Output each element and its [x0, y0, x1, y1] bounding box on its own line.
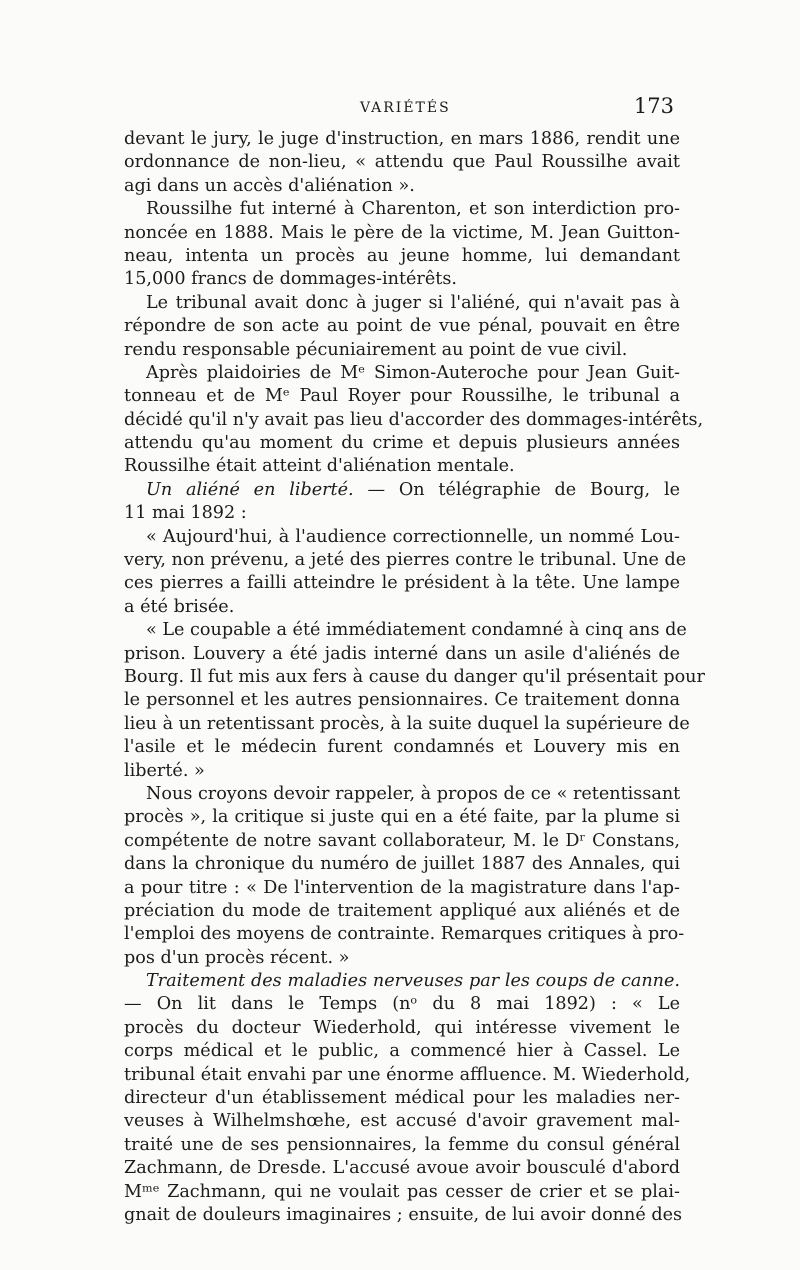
text-line — [124, 596, 680, 619]
line-text: compétente de notre savant collaborateur, M. le Dʳ Constans, — [124, 830, 680, 851]
text-line — [124, 993, 680, 1016]
text-line — [124, 1110, 680, 1133]
line-text: l'emploi des moyens de contrainte. Remarques critiques à pro- — [124, 924, 685, 945]
text-line — [124, 923, 685, 946]
text-line — [124, 292, 680, 315]
line-text: Après plaidoiries de Mᵉ Simon-Auteroche pour Jean Guit- — [146, 362, 680, 383]
line-text: décidé qu'il n'y avait pas lieu d'accorder des dommages-intérêts, — [124, 409, 704, 430]
text-line — [124, 1181, 680, 1204]
line-text: répondre de son acte au point de vue pénal, pouvait en être — [124, 316, 680, 337]
italic-heading: Un aliéné en liberté. — [146, 479, 354, 500]
text-line — [124, 877, 680, 900]
text-line — [124, 151, 680, 174]
line-text: ordonnance de non-lieu, « attendu que Paul Roussilhe avait — [124, 152, 680, 173]
text-line — [124, 198, 680, 221]
line-text: préciation du mode de traitement appliqué aux aliénés et de — [124, 900, 680, 921]
line-text: agi dans un accès d'aliénation ». — [124, 175, 415, 196]
text-line — [124, 900, 680, 923]
line-text: a pour titre : « De l'intervention de la magistrature dans l'ap- — [124, 877, 680, 898]
text-line — [124, 1087, 680, 1110]
text-line — [124, 1017, 680, 1040]
running-head: VARIÉTÉS — [360, 100, 451, 116]
text-line — [124, 572, 680, 595]
text-line — [124, 268, 680, 291]
line-text: devant le jury, le juge d'instruction, en mars 1886, rendit une — [124, 129, 680, 149]
line-text: gnait de douleurs imaginaires ; ensuite, de lui avoir donné des — [124, 1204, 683, 1225]
text-line — [124, 619, 687, 642]
text-line — [124, 175, 680, 198]
text-line — [124, 1157, 680, 1180]
line-text: 11 mai 1892 : — [124, 503, 247, 524]
line-text: veuses à Wilhelmshœhe, est accusé d'avoir gravement mal- — [124, 1111, 680, 1132]
line-text: — On télégraphie de Bourg, le — [353, 479, 680, 500]
line-text: traité une de ses pensionnaires, la femme du consul général — [124, 1134, 680, 1155]
line-text: a été brisée. — [124, 596, 235, 617]
line-text: « Aujourd'hui, à l'audience correctionnelle, un nommé Lou- — [146, 526, 680, 547]
text-line — [124, 479, 680, 502]
text-line — [124, 1064, 691, 1087]
line-text: Zachmann, de Dresde. L'accusé avoue avoir bousculé d'abord — [124, 1158, 680, 1179]
italic-heading: Traitement des maladies nerveuses par les coups de canne. — [146, 971, 680, 992]
text-line — [124, 1134, 680, 1157]
text-line — [124, 339, 680, 362]
text-line — [124, 689, 680, 712]
text-line — [124, 713, 690, 736]
line-text: procès », la critique si juste qui en a été faite, par la plume si — [124, 807, 680, 828]
text-line — [124, 736, 680, 759]
text-line — [124, 830, 680, 853]
line-text: pos d'un procès récent. » — [124, 947, 350, 968]
line-text: very, non prévenu, a jeté des pierres contre le tribunal. Une de — [124, 550, 687, 571]
line-text: tribunal était envahi par une énorme affluence. M. Wiederhold, — [124, 1064, 691, 1085]
line-text: Le tribunal avait donc à juger si l'aliéné, qui n'avait pas à — [146, 292, 680, 313]
text-line — [124, 455, 680, 478]
line-text: liberté. » — [124, 760, 205, 781]
line-text: dans la chronique du numéro de juillet 1887 des Annales, qui — [124, 854, 680, 875]
line-text: l'asile et le médecin furent condamnés et Louvery mis en — [124, 737, 680, 758]
line-text: corps médical et le public, a commencé hier à Cassel. Le — [124, 1041, 680, 1062]
text-line — [124, 853, 680, 876]
line-text: lieu à un retentissant procès, à la suite duquel la supérieure de — [124, 713, 690, 734]
line-text: ces pierres a failli atteindre le président à la tête. Une lampe — [124, 573, 680, 594]
text-line — [124, 643, 680, 666]
line-text: Roussilhe fut interné à Charenton, et son interdiction pro- — [146, 199, 680, 220]
text-line — [124, 245, 680, 268]
line-text: Nous croyons devoir rappeler, à propos de ce « retentissant — [146, 783, 681, 804]
text-line — [124, 760, 680, 783]
text-line — [124, 222, 680, 245]
line-text: Roussilhe était atteint d'aliénation mentale. — [124, 456, 515, 477]
text-line — [124, 947, 680, 970]
line-text: — On lit dans le Temps (nᵒ du 8 mai 1892) : « Le — [124, 994, 680, 1015]
text-line — [124, 128, 680, 151]
text-line — [124, 385, 680, 408]
line-text: tonneau et de Mᵉ Paul Royer pour Roussilhe, le tribunal a — [124, 386, 680, 407]
text-line — [124, 806, 680, 829]
text-line — [124, 432, 680, 455]
line-text: rendu responsable pécuniairement au point de vue civil. — [124, 339, 628, 360]
line-text: Bourg. Il fut mis aux fers à cause du danger qu'il présentait pour — [124, 666, 705, 687]
line-text: le personnel et les autres pensionnaires. Ce traitement donna — [124, 690, 680, 711]
body-text — [124, 128, 705, 1227]
text-line — [124, 783, 680, 806]
line-text: Mᵐᵉ Zachmann, qui ne voulait pas cesser de crier et se plai- — [124, 1181, 680, 1202]
page-number: 173 — [633, 94, 674, 118]
line-text: 15,000 francs de dommages-intérêts. — [124, 269, 457, 290]
text-line — [124, 970, 680, 993]
line-text: attendu qu'au moment du crime et depuis plusieurs années — [124, 433, 680, 454]
page-header — [124, 96, 680, 126]
text-line — [124, 362, 680, 385]
line-text: noncée en 1888. Mais le père de la victime, M. Jean Guitton- — [124, 222, 680, 243]
text-line — [124, 526, 680, 549]
text-line — [124, 1204, 683, 1227]
line-text: prison. Louvery a été jadis interné dans un asile d'aliénés de — [124, 643, 680, 664]
text-line — [124, 666, 705, 689]
line-text: directeur d'un établissement médical pour les maladies ner- — [124, 1088, 680, 1109]
line-text: procès du docteur Wiederhold, qui intéresse vivement le — [124, 1017, 680, 1038]
text-line — [124, 315, 680, 338]
text-line — [124, 502, 680, 525]
text-line — [124, 1040, 680, 1063]
line-text: neau, intenta un procès au jeune homme, lui demandant — [124, 245, 680, 266]
line-text: « Le coupable a été immédiatement condamné à cinq ans de — [146, 620, 687, 641]
text-line — [124, 549, 687, 572]
text-line — [124, 409, 704, 432]
